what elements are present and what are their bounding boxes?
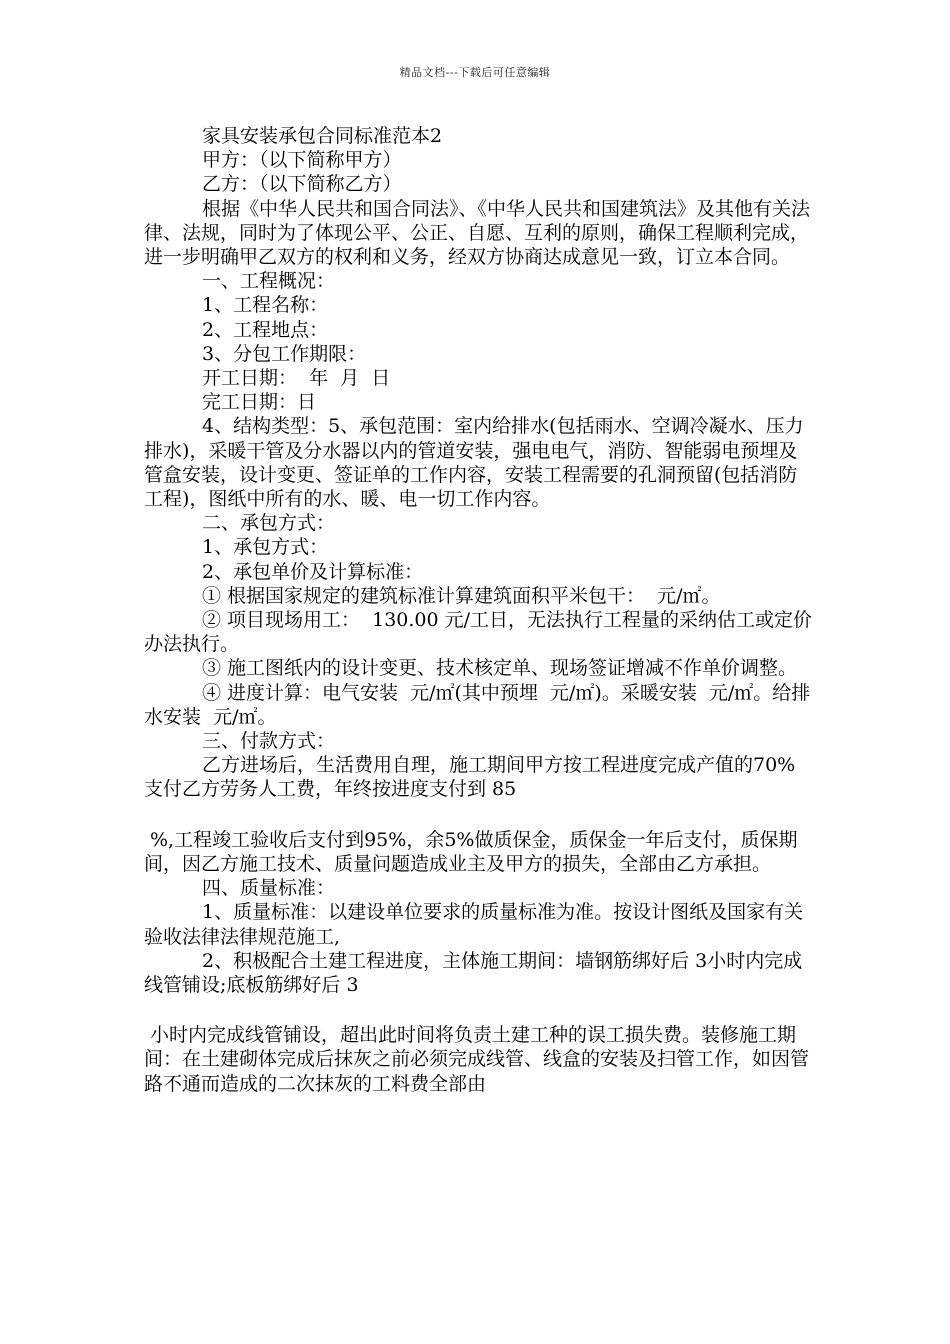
project-name-line: 1、工程名称：: [202, 294, 329, 317]
section-heading-2: 二、承包方式：: [202, 512, 336, 535]
section-heading-1: 一、工程概况：: [202, 270, 336, 293]
section-heading-4: 四、质量标准：: [202, 877, 336, 900]
party-a-line: 甲方：（以下简称甲方）: [202, 149, 402, 172]
party-b-line: 乙方：（以下简称乙方）: [202, 173, 402, 196]
section-heading-3: 三、付款方式：: [202, 730, 336, 753]
price-item-1: ① 根据国家规定的建筑标准计算建筑面积平米包干： 元/㎡。: [202, 584, 721, 607]
price-item-3: ③ 施工图纸内的设计变更、技术核定单、现场签证增减不作单价调整。: [202, 657, 798, 680]
end-date-line: 完工日期：日: [202, 391, 317, 414]
contract-method-line: 1、承包方式：: [202, 536, 329, 559]
project-location-line: 2、工程地点：: [202, 318, 329, 341]
document-title: 家具安装承包合同标准范本2: [202, 125, 443, 147]
work-period-line: 3、分包工作期限：: [202, 342, 367, 365]
payment-paragraph-2: %,工程竣工验收后支付到95%，余5%做质保金，质保金一年后支付，质保期间，因乙方施工技术、质量问题造成业主及甲方的损失，全部由乙方承担。: [144, 828, 798, 875]
page-header: 精品文档---下载后可任意编辑: [399, 66, 551, 79]
price-item-2: ② 项目现场用工： 130.00 元/工日，无法执行工程量的采纳估工或定价办法执行。: [144, 609, 813, 656]
start-date-line: 开工日期： 年 月 日: [202, 367, 391, 390]
scope-paragraph: 4、结构类型：5、承包范围：室内给排水(包括雨水、空调冷凝水、压力排水)，采暖干管及分水器以内的管道安装，强电电气，消防、智能弱电预埋及管盒安装，设计变更、签证单的工作内容，安装工程需要的孔洞预留(包括消防工程)，图纸中所有的水、暖、电一切工作内容。: [144, 415, 804, 511]
payment-paragraph-1: 乙方进场后，生活费用自理，施工期间甲方按工程进度完成产值的70%支付乙方劳务人工费，年终按进度支付到 85: [144, 754, 796, 801]
document-body: [144, 124, 814, 1096]
quality-item-2: 2、积极配合土建工程进度，主体施工期间：墙钢筋绑好后 3小时内完成线管铺设;底板筋绑好后 3: [144, 949, 803, 996]
paragraph-gap: [144, 802, 814, 828]
quality-item-2-continued: 小时内完成线管铺设，超出此时间将负责土建工种的误工损失费。装修施工期间：在土建砌体完成后抹灰之前必须完成线管、线盒的安装及扫管工作，如因管路不通而造成的二次抹灰的工料费全部由: [144, 1024, 810, 1095]
paragraph-gap: [144, 997, 814, 1023]
preamble-paragraph: 根据《中华人民共和国合同法》、《中华人民共和国建筑法》及其他有关法律、法规，同时为了体现公平、公正、自愿、互利的原则，确保工程顺利完成，进一步明确甲乙双方的权利和义务，经双方协商达成意见一致，订立本合同。: [144, 197, 811, 269]
price-item-4: ④ 进度计算：电气安装 元/㎡(其中预埋 元/㎡)。采暖安装 元/㎡。给排水安装 元/㎡。: [144, 681, 811, 728]
unit-price-line: 2、承包单价及计算标准：: [202, 560, 424, 583]
quality-item-1: 1、质量标准：以建设单位要求的质量标准为准。按设计图纸及国家有关验收法律法律规范施工,: [144, 901, 804, 948]
